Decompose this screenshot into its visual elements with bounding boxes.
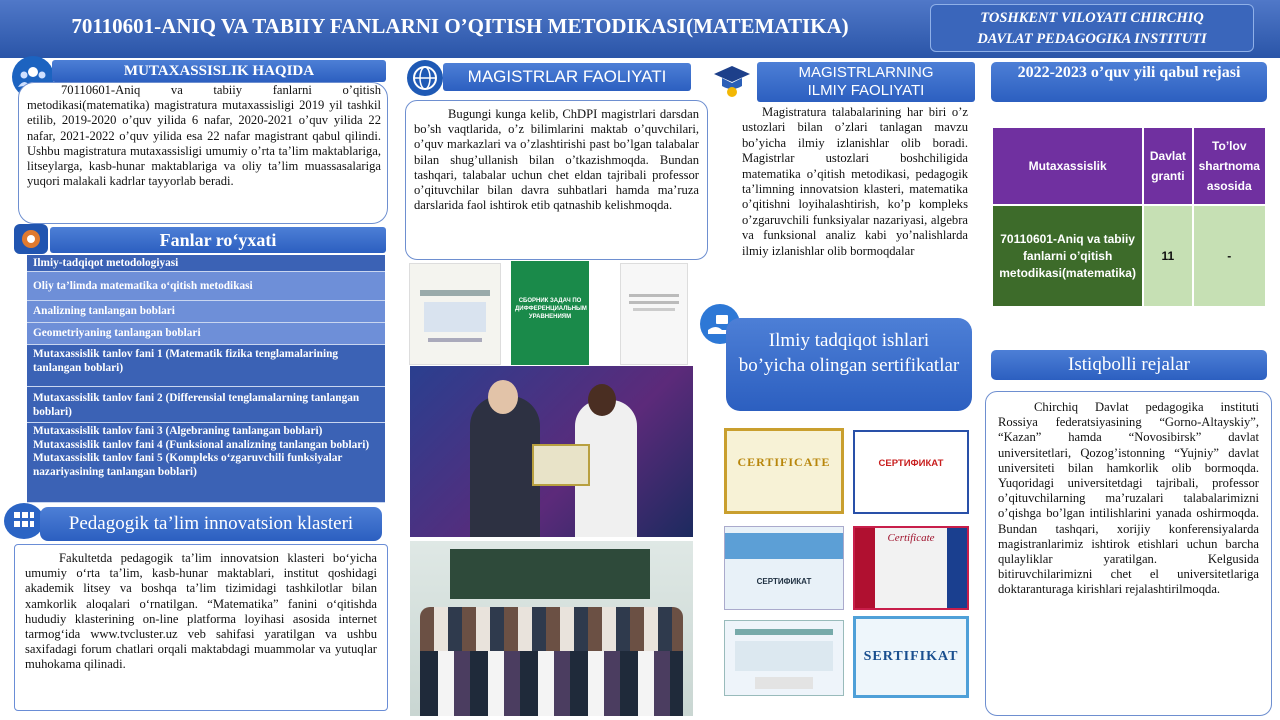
- certificate-image: [853, 616, 969, 698]
- institute-badge: [930, 4, 1254, 52]
- cluster-box: [14, 544, 388, 711]
- people-row: [420, 651, 683, 716]
- book-cover-3: [620, 263, 688, 365]
- person-head: [588, 384, 616, 416]
- research-title: [757, 62, 975, 102]
- certificate-image: [724, 428, 844, 514]
- subject-group: [27, 423, 385, 503]
- admission-table: [991, 126, 1267, 308]
- subjects-icon: [14, 224, 48, 254]
- blackboard: [450, 549, 650, 599]
- book-cover-2: [511, 261, 589, 365]
- activity-text: Bugungi kunga kelib, ChDPI magistrlari darsdan bo’sh vaqtlarida, o’z bilimlarini maktab o’quvchilari, o’quv markazlari va o’zlashtirishi past bo’lgan talabalar bilan shug’ullanish bilan o’tkazishmoqda. Bundan tashqari, talabalar uchun chet eldan tajribali professor o’qituvchilar bilan davra suhbatlari hamda ma’ruza darslarida faol ishtirok etib qatnashib kelishmoqda.: [414, 107, 699, 213]
- research-box: [742, 105, 968, 259]
- plans-title: Istiqbolli rejalar: [991, 350, 1267, 380]
- certificate-label: СЕРТИФИКАТ: [878, 458, 944, 469]
- cluster-text: Fakultetda pedagogik ta’lim innovatsion klasteri bo‘yicha umumiy o‘rta ta’lim, kasb-hunar maktablari, institut qoshidagi akademik litsey va boshqa ta’lim tizimidagi tashkilotlar bilan xamkorlik aloqalari o‘rnatilgan. “Matematika” fanini o‘qitishda hududiy klasterining on-line platforma loyihasi asosida internet tarmog‘ida www.tvcluster.uz veb sahifasi yaratilgan va ushbu saxifadagi forum chatlari orqali maktabdagi muammolar va yutuqlar muhokama qilinadi.: [25, 551, 377, 672]
- subjects-title: Fanlar ro‘yxati: [50, 227, 386, 253]
- plans-box: [985, 391, 1272, 716]
- group-photo: [410, 541, 693, 716]
- institute-line-1: TOSHKENT VILOYATI CHIRCHIQ: [980, 10, 1204, 26]
- table-header-cell: To’lov shartnoma asosida: [1194, 128, 1265, 204]
- plans-text: Chirchiq Davlat pedagogika instituti Rossiya federatsiyasining “Gorno-Altayskiy”, “Kazan” hamda “Novosibirsk” davlat universitetlari, Qozog’istonning “Yujniy” davlat universiteti bilan hamkorlik olib bormoqda. Yuqoridagi universitetdagi tajribali, professor o’qituvchilarning ma’ruzalari talabalarimizni o’qishga bo’lgan intilishlarini yanada oshirmoqda. Bundan tashqari, xorijiy konferensiyalarda magistranlarimiz ishtirok etishlari uchun barcha qulayliklar yaratilgan. Kelgusida bitiruvchilarimizni chet el universitetlariga doktaranturaga kirishlari rejalashtirilmoqda.: [998, 400, 1259, 597]
- globe-icon: [407, 60, 443, 96]
- about-text: 70110601-Aniq va tabiiy fanlarni o’qitish metodikasi(matematika) magistratura mutaxassisligi 2019 yil tashkil etilib, 2019-2020 o’quv yilida 6 nafar, 2020-2021 o’quv yilida 22 nafar, 2021-2022 o’quv yilida esa 22 nafar magistrant qabul qilindi. Ushbu magistratura mutaxassisligi umumiy o’rta ta’lim maktablariga, litseylarga, kasb-hunar maktablariga va oliy ta’lim muassasalariga yuqori malakali kadrlar tayyorlab beradi.: [27, 83, 381, 189]
- table-header-cell: Mutaxassislik: [993, 128, 1142, 204]
- certificate-label: CERTIFICATE: [737, 455, 831, 469]
- table-row: [993, 206, 1265, 306]
- activity-title: MAGISTRLAR FAOLIYATI: [443, 63, 691, 91]
- certificates-title: Ilmiy tadqiqot ishlari bo’yicha olingan sertifikatlar: [726, 318, 972, 411]
- subject-item: Analizning tanlangan boblari: [27, 301, 385, 323]
- award-photo: [410, 366, 693, 537]
- certificate-image: [853, 526, 969, 610]
- subject-item: Oliy ta’limda matematika o‘qitish metodikasi: [27, 272, 385, 301]
- table-header-row: [993, 128, 1265, 204]
- page-title: 70110601-ANIQ VA TABIIY FANLARNI O’QITISH METODIKASI(MATEMATIKA): [71, 14, 849, 38]
- about-box: [18, 82, 388, 224]
- table-cell: 70110601-Aniq va tabiiy fanlarni o’qitish metodikasi(matematika): [993, 206, 1142, 306]
- person-head: [488, 380, 518, 414]
- certificate-label: СЕРТИФИКАТ: [756, 577, 812, 586]
- certificate-image: [724, 526, 844, 610]
- certificate-image: [724, 620, 844, 696]
- admission-title: 2022-2023 o’quv yili qabul rejasi: [991, 62, 1267, 102]
- subject-item: Mutaxassislik tanlov fani 4 (Funksional analizning tanlangan boblari): [33, 438, 370, 451]
- subject-item: Mutaxassislik tanlov fani 3 (Algebraning tanlangan boblari): [33, 425, 323, 437]
- subject-item: Ilmiy-tadqiqot metodologiyasi: [27, 255, 385, 272]
- research-text: Magistratura talabalarining har biri o’z ustozlari bilan o’zlari tanlagan mavzu bo’yicha ilmiy izlanishlar olib boradi. Magistrlar ustozlari boshchiligida matematika o’qitish metodikasi, pedagogik ta’limning innovatsion klasteri, matematika o’qitishni loyihalashtirish, ko’p kompleks o’zgaruvchili funksiyalar nazariyasi, algebra va funksional analiz kabi yo’nalishlarda ilmiy izlanishlar olib bormoqdalar: [742, 105, 968, 258]
- certificate-label: Certificate: [887, 532, 935, 544]
- certificate-label: SERTIFIKAT: [863, 649, 959, 664]
- subject-item: Mutaxassislik tanlov fani 5 (Kompleks o‘zgaruvchili funksiyalar nazariyasining tanlangan boblari): [33, 452, 343, 478]
- cluster-icon: [4, 503, 44, 539]
- subject-item: Geometriyaning tanlangan boblari: [27, 323, 385, 345]
- research-title-line-1: MAGISTRLARNING: [798, 64, 934, 81]
- table-cell: -: [1194, 206, 1265, 306]
- institute-line-2: DAVLAT PEDAGOGIKA INSTITUTI: [977, 31, 1207, 47]
- table-cell: 11: [1144, 206, 1191, 306]
- book-cover-1: [409, 263, 501, 365]
- about-title: MUTAXASSISLIK HAQIDA: [52, 60, 386, 82]
- person-figure: [470, 396, 540, 537]
- activity-box: [405, 100, 708, 260]
- certificate-image: [853, 430, 969, 514]
- subject-item: Mutaxassislik tanlov fani 1 (Matematik fizika tenglamalarining tanlangan boblari): [27, 345, 385, 387]
- research-title-line-2: ILMIY FAOLIYATI: [807, 82, 925, 99]
- book-title: СБОРНИК ЗАДАЧ ПО ДИФФЕРЕНЦИАЛЬНЫМ УРАВНЕНИЯМ: [515, 298, 587, 320]
- cluster-title: Pedagogik ta’lim innovatsion klasteri: [40, 507, 382, 541]
- subject-item: Mutaxassislik tanlov fani 2 (Differensial tenglamalarning tanlangan boblari): [27, 387, 385, 423]
- table-header-cell: Davlat granti: [1144, 128, 1191, 204]
- graduation-cap-icon: [712, 62, 752, 98]
- diploma: [532, 444, 590, 486]
